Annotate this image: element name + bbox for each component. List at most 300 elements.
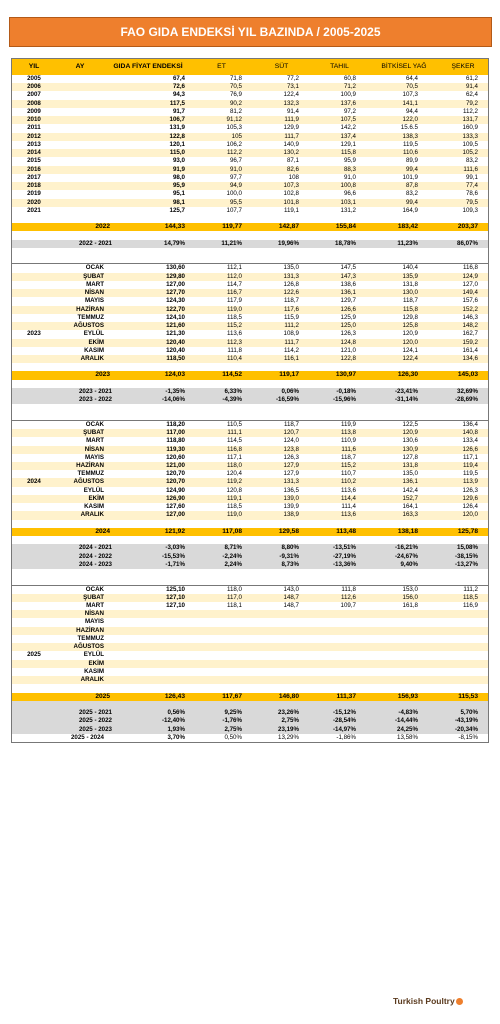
cell-sugar: 5,70% <box>460 709 478 717</box>
cell-vegetable-oil: 94,4 <box>405 107 418 115</box>
header-meat: ET <box>217 63 226 70</box>
cell-food-index: 115,0 <box>169 149 185 157</box>
cell-dairy: 131,3 <box>283 478 299 486</box>
month-row <box>12 503 488 511</box>
month-row <box>12 273 488 281</box>
cell-sugar <box>420 215 478 223</box>
cell-sugar <box>420 248 478 256</box>
change-row <box>12 709 488 717</box>
cell-sugar: 109,3 <box>462 206 478 214</box>
cell-month: TEMMUZ <box>77 313 104 321</box>
cell-year: 2008 <box>27 99 41 107</box>
cell-cereals <box>301 610 356 618</box>
cell-cereals: 125,0 <box>340 322 356 330</box>
cell-cereals: -1,86% <box>336 733 356 741</box>
cell-dairy: 118,7 <box>283 297 299 305</box>
cell-food-index: 120,40 <box>166 338 185 346</box>
cell-month: AĞUSTOS <box>73 322 104 330</box>
month-row <box>12 454 488 462</box>
cell-year <box>14 429 54 437</box>
cell-meat: 117,67 <box>222 692 242 700</box>
cell-food-index: 121,92 <box>164 527 185 535</box>
cell-cereals: 111,8 <box>341 585 356 593</box>
blank-row <box>12 734 488 742</box>
cell-vegetable-oil: 83,2 <box>405 190 418 198</box>
cell-meat: 95,5 <box>229 198 242 206</box>
cell-dairy: 13,29% <box>278 733 299 741</box>
cell-sugar <box>420 231 478 239</box>
month-row <box>12 437 488 445</box>
cell-sugar: 203,37 <box>457 223 478 231</box>
cell-food-index: 91,7 <box>172 107 185 115</box>
year-row <box>12 157 488 165</box>
cell-dairy <box>244 413 299 420</box>
cell-vegetable-oil: 120,9 <box>402 429 418 437</box>
cell-vegetable-oil: 122,0 <box>402 116 418 124</box>
cell-sugar: 113,9 <box>462 478 478 486</box>
month-row <box>12 487 488 495</box>
cell-month <box>56 520 104 528</box>
blank-row <box>12 684 488 692</box>
cell-year <box>14 635 54 643</box>
cell-year: 2013 <box>27 140 41 148</box>
cell-cereals: -13,36% <box>332 560 356 568</box>
cell-sugar: 140,8 <box>462 429 478 437</box>
cell-sugar: 79,5 <box>465 198 478 206</box>
cell-vegetable-oil: 164,1 <box>402 503 418 511</box>
cell-month: EKİM <box>88 338 104 346</box>
cell-cereals: 109,7 <box>340 602 356 609</box>
cell-vegetable-oil: 9,40% <box>400 560 418 568</box>
cell-meat <box>187 660 242 668</box>
cell-cereals: 91,0 <box>343 173 356 181</box>
cell-sugar: 79,2 <box>465 99 478 107</box>
cell-year <box>14 610 54 618</box>
cell-cereals: 115,8 <box>340 149 356 157</box>
cell-meat <box>187 231 242 239</box>
cell-meat: 117,9 <box>226 297 242 305</box>
cell-meat: 120,4 <box>226 470 242 478</box>
month-row <box>12 347 488 355</box>
cell-year <box>14 215 54 223</box>
cell-sugar <box>420 520 478 528</box>
cell-year: 2016 <box>27 165 41 173</box>
cell-dairy <box>244 627 299 635</box>
cell-food-index: 127,00 <box>166 511 185 519</box>
cell-vegetable-oil: 15.6.5 <box>400 124 418 132</box>
month-row <box>12 495 488 503</box>
cell-cereals: 113,8 <box>340 429 356 437</box>
cell-year <box>14 256 54 263</box>
cell-meat <box>187 627 242 635</box>
cell-vegetable-oil: 120,9 <box>402 330 418 338</box>
header-month: AY <box>75 63 85 70</box>
cell-food-index: 127,10 <box>166 593 185 601</box>
cell-year: 2010 <box>27 116 41 124</box>
cell-vegetable-oil: 64,4 <box>405 75 418 82</box>
year-row <box>12 182 488 190</box>
cell-year <box>14 339 54 347</box>
cell-sugar: 115,53 <box>458 692 478 700</box>
cell-meat: 118,5 <box>226 503 242 511</box>
cell-vegetable-oil <box>358 651 418 659</box>
cell-vegetable-oil: 152,7 <box>402 494 418 502</box>
cell-food-index: 106,7 <box>169 116 185 124</box>
cell-month: AĞUSTOS <box>73 643 104 651</box>
change-row <box>12 544 488 552</box>
cell-year <box>14 520 54 528</box>
cell-meat: 96,7 <box>229 157 242 165</box>
cell-meat <box>187 701 242 709</box>
cell-dairy: 108 <box>288 173 299 181</box>
month-row <box>12 446 488 454</box>
cell-dairy: 119,17 <box>279 371 299 379</box>
cell-year <box>14 602 54 610</box>
cell-food-index: 118,20 <box>166 420 185 428</box>
cell-vegetable-oil: 163,3 <box>402 511 418 519</box>
cell-meat: 94,9 <box>229 182 242 190</box>
cell-dairy: 140,9 <box>283 140 299 148</box>
cell-month: MAYIS <box>84 618 104 626</box>
cell-sugar: 124,9 <box>462 272 478 280</box>
cell-cereals <box>301 635 356 643</box>
cell-cereals <box>301 404 356 412</box>
cell-vegetable-oil: 70,5 <box>405 83 418 91</box>
cell-vegetable-oil <box>358 231 418 239</box>
cell-month <box>56 380 104 388</box>
cell-dairy <box>244 577 299 584</box>
change-row <box>12 553 488 561</box>
cell-sugar <box>420 404 478 412</box>
month-row <box>12 421 488 429</box>
cell-dairy: 77,2 <box>286 75 299 82</box>
month-row <box>12 627 488 635</box>
cell-cereals: 142,2 <box>340 124 356 132</box>
cell-food-index: 124,30 <box>166 297 185 305</box>
cell-month: EYLÜL <box>83 486 104 494</box>
cell-meat: 114,5 <box>226 437 242 445</box>
cell-year: 2009 <box>27 107 41 115</box>
blank-row <box>12 413 488 421</box>
cell-vegetable-oil: 119,5 <box>402 140 418 148</box>
cell-vegetable-oil <box>358 256 418 263</box>
cell-vegetable-oil: 122,5 <box>402 420 418 428</box>
cell-sugar: 162,7 <box>462 330 478 338</box>
cell-sugar: 119,4 <box>462 462 478 470</box>
cell-month: 2024 <box>95 527 110 535</box>
cell-cereals: 110,9 <box>340 437 356 445</box>
blank-row <box>12 248 488 256</box>
cell-month <box>56 363 104 371</box>
cell-cereals <box>301 363 356 371</box>
cell-sugar <box>420 256 478 263</box>
cell-vegetable-oil <box>358 215 418 223</box>
cell-vegetable-oil <box>358 643 418 651</box>
cell-month: MART <box>86 280 104 288</box>
cell-dairy: 146,80 <box>278 692 299 700</box>
cell-year <box>14 487 54 495</box>
cell-meat: 105,3 <box>226 124 242 132</box>
cell-meat: 119,1 <box>226 494 242 502</box>
cell-meat <box>187 577 242 584</box>
cell-month: 2023 - 2021 <box>78 387 112 395</box>
cell-food-index <box>107 231 185 239</box>
cell-dairy: 91,4 <box>286 107 299 115</box>
cell-vegetable-oil: 161,8 <box>402 602 418 609</box>
cell-sugar: 136,4 <box>462 420 478 428</box>
cell-month <box>56 413 104 420</box>
cell-cereals: 60,8 <box>343 75 356 82</box>
cell-meat: 118,0 <box>226 585 242 593</box>
cell-sugar: 111,2 <box>463 585 478 593</box>
cell-food-index: 122,8 <box>169 132 185 140</box>
cell-year <box>14 454 54 462</box>
header-year: YIL <box>28 63 40 70</box>
cell-sugar: 120,0 <box>462 511 478 519</box>
cell-vegetable-oil <box>358 660 418 668</box>
cell-month: TEMMUZ <box>77 470 104 478</box>
cell-dairy <box>244 520 299 528</box>
cell-meat: 107,7 <box>226 206 242 214</box>
cell-sugar <box>420 627 478 635</box>
cell-dairy <box>244 404 299 412</box>
cell-dairy: 117,6 <box>283 305 299 313</box>
cell-meat <box>187 684 242 692</box>
cell-vegetable-oil: 156,93 <box>397 692 418 700</box>
cell-cereals: 113,48 <box>336 527 356 535</box>
logo-mark-icon <box>456 998 463 1005</box>
month-row <box>12 478 488 486</box>
month-row <box>12 355 488 363</box>
header-vegetable-oil: BİTKİSEL YAĞ <box>381 63 427 70</box>
change-row <box>12 396 488 404</box>
cell-cereals: 137,4 <box>340 132 356 140</box>
cell-sugar <box>420 536 478 544</box>
cell-vegetable-oil: -31,14% <box>394 396 418 404</box>
cell-food-index: 98,1 <box>172 198 185 206</box>
cell-dairy: 119,1 <box>283 206 299 214</box>
cell-year <box>14 660 54 668</box>
cell-dairy: 82,6 <box>286 165 299 173</box>
cell-year: 2017 <box>27 173 41 181</box>
cell-meat: 110,4 <box>226 354 242 362</box>
cell-cereals: -27,19% <box>332 552 356 560</box>
cell-year: 2020 <box>27 198 41 206</box>
cell-food-index: 130,60 <box>166 264 185 272</box>
cell-meat: 2,75% <box>224 725 242 733</box>
month-row <box>12 314 488 322</box>
cell-meat <box>187 520 242 528</box>
cell-month: OCAK <box>85 585 104 593</box>
cell-sugar: 116,9 <box>462 602 478 609</box>
cell-meat: 111,1 <box>227 429 242 437</box>
cell-month: EYLÜL <box>83 651 104 659</box>
cell-meat: 91,0 <box>229 165 242 173</box>
cell-month: KASIM <box>84 667 104 675</box>
cell-cereals: 97,2 <box>343 107 356 115</box>
cell-vegetable-oil <box>358 404 418 412</box>
cell-sugar: 145,03 <box>457 371 478 379</box>
change-row <box>12 240 488 248</box>
cell-food-index: 121,30 <box>166 330 185 338</box>
cell-dairy: 87,1 <box>286 157 299 165</box>
cell-month: HAZİRAN <box>76 305 104 313</box>
cell-cereals: -0,18% <box>336 387 356 395</box>
cell-cereals <box>301 413 356 420</box>
cell-food-index <box>107 660 185 668</box>
cell-meat: 119,0 <box>226 305 242 313</box>
table-header-row <box>12 59 488 75</box>
cell-sugar: 116,8 <box>462 264 478 272</box>
cell-dairy: 127,9 <box>283 470 299 478</box>
cell-sugar: 126,6 <box>462 445 478 453</box>
cell-meat: 2,24% <box>224 560 242 568</box>
cell-meat: -1,76% <box>222 717 242 725</box>
year-row <box>12 207 488 215</box>
cell-sugar: 148,2 <box>462 322 478 330</box>
cell-meat <box>187 380 242 388</box>
cell-dairy: 123,8 <box>283 445 299 453</box>
month-row <box>12 289 488 297</box>
cell-meat: 115,2 <box>226 322 242 330</box>
cell-food-index <box>107 684 185 692</box>
cell-food-index: 120,1 <box>169 140 185 148</box>
cell-vegetable-oil: 125,8 <box>402 322 418 330</box>
cell-year <box>14 355 54 363</box>
cell-meat: 110,5 <box>226 420 242 428</box>
cell-sugar: 77,4 <box>465 182 478 190</box>
cell-meat: 118,5 <box>226 313 242 321</box>
cell-sugar: 126,3 <box>462 486 478 494</box>
month-row <box>12 602 488 610</box>
cell-sugar: 146,3 <box>462 313 478 321</box>
cell-dairy: 131,3 <box>283 272 299 280</box>
blank-row <box>12 520 488 528</box>
cell-vegetable-oil: 130,0 <box>402 289 418 297</box>
table-body <box>12 75 488 742</box>
cell-dairy: 124,0 <box>283 437 299 445</box>
cell-dairy: 132,3 <box>283 99 299 107</box>
cell-sugar <box>420 701 478 709</box>
month-row <box>12 306 488 314</box>
cell-year <box>14 297 54 305</box>
cell-dairy <box>244 363 299 371</box>
cell-vegetable-oil: 87,8 <box>405 182 418 190</box>
cell-food-index: 121,00 <box>166 462 185 470</box>
cell-year <box>14 322 54 330</box>
cell-dairy: 138,9 <box>283 511 299 519</box>
cell-cereals: 147,5 <box>340 264 356 272</box>
cell-vegetable-oil: 126,30 <box>397 371 418 379</box>
year-row <box>12 199 488 207</box>
cell-food-index <box>107 404 185 412</box>
year-row <box>12 108 488 116</box>
year-row <box>12 124 488 132</box>
cell-vegetable-oil: 127,8 <box>402 453 418 461</box>
cell-cereals: 129,7 <box>340 297 356 305</box>
cell-cereals: -15,96% <box>332 396 356 404</box>
cell-vegetable-oil: 130,9 <box>402 445 418 453</box>
cell-cereals: 136,1 <box>340 289 356 297</box>
cell-food-index: 118,80 <box>166 437 185 445</box>
cell-sugar: 91,4 <box>465 83 478 91</box>
cell-meat: 117,0 <box>226 593 242 601</box>
cell-year <box>14 684 54 692</box>
cell-month: EKİM <box>88 494 104 502</box>
cell-year <box>14 314 54 322</box>
cell-month: MART <box>86 437 104 445</box>
cell-vegetable-oil: 11,23% <box>397 239 418 247</box>
cell-dairy: 23,19% <box>278 725 299 733</box>
cell-year <box>14 643 54 651</box>
cell-cereals <box>301 660 356 668</box>
cell-vegetable-oil <box>358 684 418 692</box>
cell-year: 2021 <box>27 206 41 214</box>
cell-food-index: 131,9 <box>169 124 185 132</box>
cell-dairy: 111,7 <box>284 338 299 346</box>
cell-dairy <box>244 651 299 659</box>
cell-sugar: 111,6 <box>463 165 478 173</box>
cell-month: ARALIK <box>80 511 104 519</box>
cell-cereals <box>301 643 356 651</box>
cell-month: NİSAN <box>84 289 104 297</box>
cell-cereals <box>301 627 356 635</box>
cell-meat <box>187 413 242 420</box>
cell-cereals <box>301 577 356 584</box>
cell-sugar: 62,4 <box>465 91 478 99</box>
cell-year: 2005 <box>27 75 41 82</box>
cell-food-index <box>107 256 185 263</box>
cell-sugar: 105,2 <box>462 149 478 157</box>
cell-vegetable-oil <box>358 380 418 388</box>
cell-dairy: 126,8 <box>283 280 299 288</box>
cell-vegetable-oil <box>358 627 418 635</box>
cell-cereals <box>301 684 356 692</box>
cell-month: 2023 <box>95 371 110 379</box>
cell-year: 2023 <box>27 330 41 338</box>
cell-month: EKİM <box>88 659 104 667</box>
cell-meat <box>187 404 242 412</box>
change-row <box>12 561 488 569</box>
cell-vegetable-oil: 13,58% <box>397 733 418 741</box>
cell-sugar <box>420 577 478 584</box>
cell-dairy: 122,6 <box>283 289 299 297</box>
cell-cereals: 137,6 <box>340 99 356 107</box>
cell-year <box>14 363 54 371</box>
cell-sugar: -28,69% <box>454 396 478 404</box>
cell-food-index <box>107 413 185 420</box>
year-row <box>12 174 488 182</box>
cell-meat: -2,24% <box>222 552 242 560</box>
cell-year <box>14 273 54 281</box>
cell-sugar: -13,27% <box>454 560 478 568</box>
cell-dairy: 148,7 <box>283 602 299 609</box>
cell-month <box>56 569 104 577</box>
cell-dairy <box>244 684 299 692</box>
cell-dairy <box>244 569 299 577</box>
cell-vegetable-oil: 110,6 <box>402 149 418 157</box>
logo-text: Turkish Poultry <box>393 996 455 1006</box>
cell-vegetable-oil <box>358 676 418 684</box>
cell-meat: 76,9 <box>229 91 242 99</box>
cell-month: AĞUSTOS <box>73 478 104 486</box>
cell-sugar: 161,4 <box>462 346 478 354</box>
cell-cereals <box>301 668 356 676</box>
cell-dairy: 115,9 <box>283 313 299 321</box>
cell-food-index <box>107 643 185 651</box>
cell-year: 2024 <box>27 478 41 486</box>
cell-vegetable-oil: 164,9 <box>402 206 418 214</box>
